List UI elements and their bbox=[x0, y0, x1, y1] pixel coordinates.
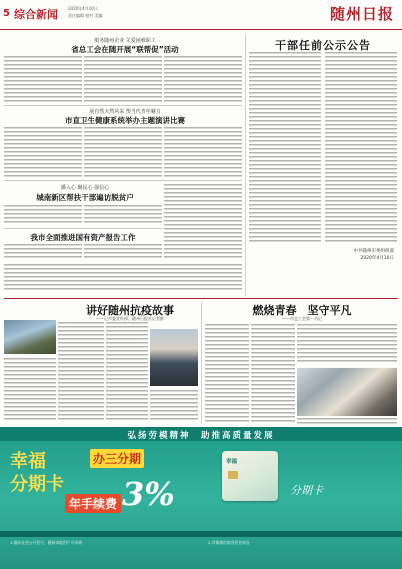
feature1-subhead: ——记市委宣传部、随州日报社记者群 bbox=[96, 316, 164, 321]
column-divider bbox=[201, 302, 202, 424]
feature2-headline: 燃烧青春 坚守平凡 bbox=[252, 304, 352, 317]
feature2-body bbox=[297, 418, 397, 424]
feature2-photo bbox=[297, 368, 397, 416]
feature1-headline: 讲好随州抗疫故事 bbox=[86, 304, 174, 317]
article2-kicker: 展自然天然风采 塑当代青年魅力 bbox=[89, 109, 161, 115]
notice-title: 干部任前公示公告 bbox=[275, 39, 371, 52]
article2-body bbox=[164, 127, 242, 177]
section-divider bbox=[4, 298, 398, 299]
article1-body bbox=[84, 56, 162, 102]
feature1-photo-person bbox=[150, 329, 198, 386]
article2-headline: 市直卫生健康系统举办主题演讲比赛 bbox=[65, 116, 185, 125]
ad-title: 幸福 bbox=[10, 451, 46, 472]
feature1-photo bbox=[4, 320, 56, 354]
article3-body bbox=[164, 184, 242, 259]
card-chip-icon bbox=[228, 471, 238, 479]
divider bbox=[4, 105, 242, 106]
article4-body bbox=[4, 264, 242, 292]
credit-card-image bbox=[222, 451, 278, 501]
notice-body bbox=[249, 52, 321, 244]
ad-note: 1.面向社会公开发行，随州本地用户可申请 bbox=[10, 540, 82, 545]
page-header bbox=[0, 0, 402, 30]
feature2-subhead: ——市总工会第一书记 bbox=[282, 316, 322, 321]
ad-note: 2.详情请咨询各营业网点 bbox=[208, 540, 250, 545]
advertisement-banner bbox=[0, 427, 402, 569]
feature2-body bbox=[297, 324, 397, 364]
article3-body bbox=[4, 205, 82, 225]
ad-cursive-text: 分期卡 bbox=[290, 484, 323, 497]
feature2-body bbox=[205, 324, 249, 422]
ad-percent: 3% bbox=[122, 475, 175, 513]
article1-body bbox=[4, 56, 82, 102]
card-label: 幸福 bbox=[226, 459, 238, 465]
page-number: 5 bbox=[3, 8, 10, 19]
notice-body bbox=[325, 52, 397, 244]
feature2-body bbox=[251, 324, 295, 422]
ad-slogan: 弘扬劳模精神 助推高质量发展 bbox=[127, 431, 275, 441]
article4-body bbox=[84, 244, 162, 260]
feature1-body bbox=[106, 322, 148, 422]
section-title: 综合新闻 bbox=[14, 8, 58, 21]
ad-badge: 办三分期 bbox=[90, 449, 144, 468]
article1-body bbox=[164, 56, 242, 102]
ad-subtitle: 分期卡 bbox=[10, 474, 64, 495]
masthead-logo: 随州日报 bbox=[329, 5, 394, 23]
notice-signer: 中共随州市委组织部 bbox=[353, 249, 394, 254]
feature1-body bbox=[4, 358, 56, 422]
article3-kicker: 播入心 聚民心 强信心 bbox=[60, 185, 110, 191]
article1-headline: 省总工会在随开展“联帮促”活动 bbox=[71, 45, 179, 54]
article1-kicker: 服务随州企业 关爱困难职工 bbox=[94, 38, 156, 44]
ad-footer-bar bbox=[0, 531, 402, 537]
article2-body bbox=[84, 127, 162, 177]
ad-rate-label: 年手续费 bbox=[65, 494, 121, 513]
article3-body bbox=[84, 205, 162, 225]
article3-headline: 城南新区帮扶干部遍访脱贫户 bbox=[36, 193, 134, 202]
feature1-body bbox=[58, 322, 104, 422]
article4-headline: 我市全面推进国有资产报告工作 bbox=[30, 233, 136, 242]
notice-date: 2020年4月10日 bbox=[360, 256, 394, 261]
article2-body bbox=[4, 127, 82, 177]
column-divider bbox=[245, 34, 246, 296]
issue-date: 2020年4月10日 bbox=[68, 6, 98, 11]
editor-line: 责任编辑 校对 美编 bbox=[68, 13, 103, 18]
article4-body bbox=[4, 244, 82, 260]
feature1-body bbox=[150, 390, 198, 422]
divider bbox=[4, 180, 242, 181]
divider bbox=[4, 228, 162, 229]
